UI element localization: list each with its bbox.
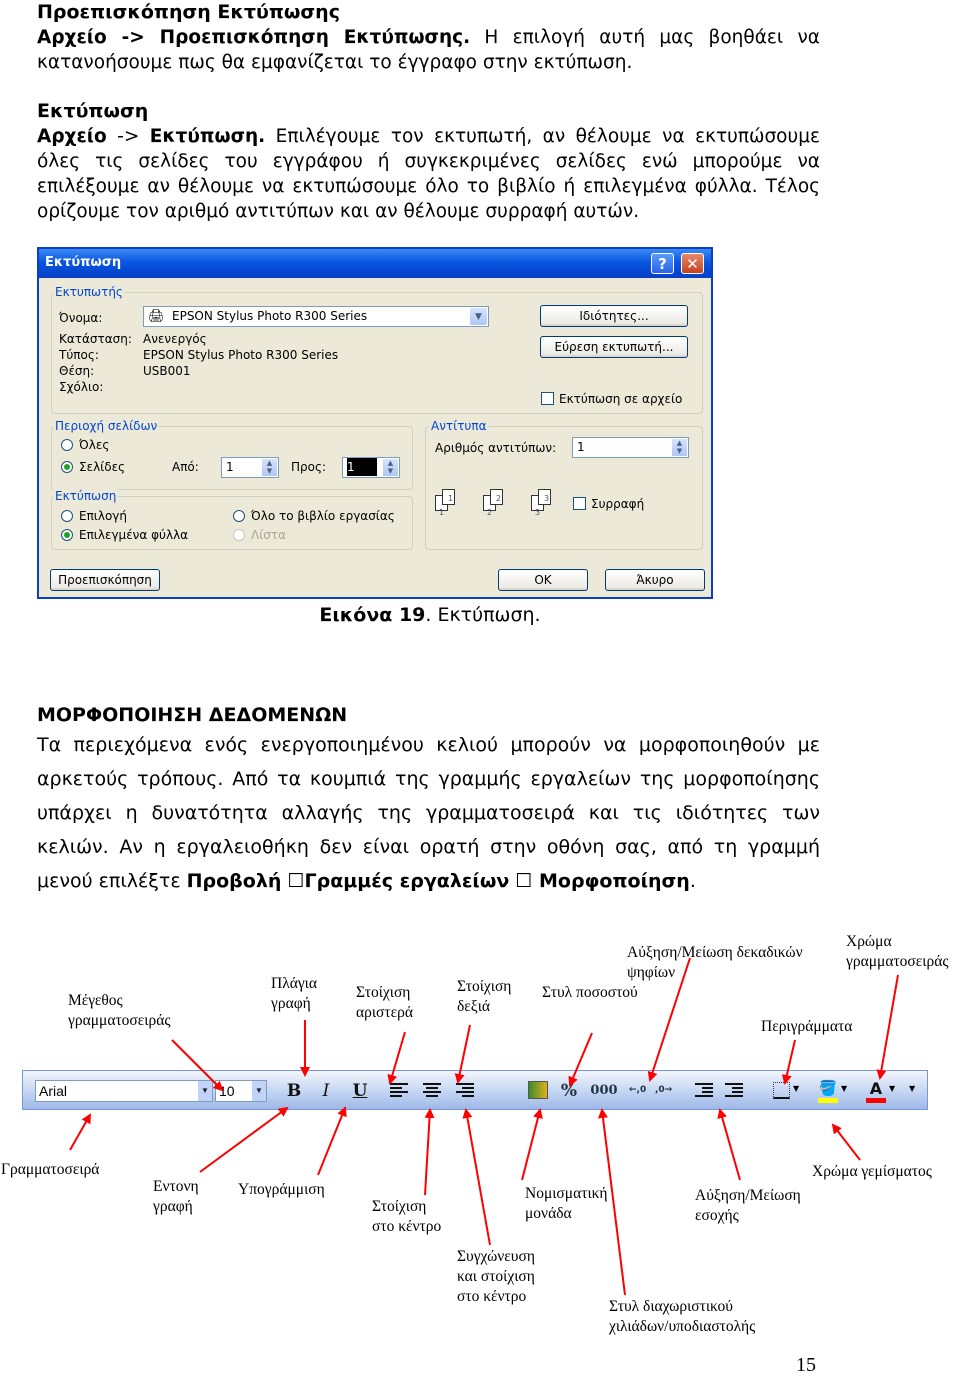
path-view: Προβολή [186, 870, 282, 892]
page-range-label: Περιοχή σελίδων [55, 419, 158, 433]
chevron-down-icon[interactable]: ▼ [793, 1084, 800, 1093]
heading-print-preview: Προεπισκόπηση Εκτύπωσης [37, 1, 340, 23]
underline-icon[interactable]: U [352, 1081, 368, 1101]
print-text: Επιλέγουμε τον εκτυπωτή, αν θέλουμε να εκτυπώσουμε όλες τις σελίδες του εγγράφου ή συγκεκριμένες σελίδες ενώ μπορούμε να επιλέξουμε αν θέλουμε να εκτυπώσουμε όλο το βιβλίο ή επιλεγμένα φύλλα. Τέλος ορίζουμε τον αριθμό αντιτύπων και αν θέλουμε συρραφή αυτών. [37, 126, 820, 222]
path-toolbars: Γραμμές εργαλείων [304, 870, 510, 892]
annotation-italic: Πλάγια γραφή [271, 975, 317, 1012]
increase-decimal-icon[interactable]: ←,0 [629, 1085, 647, 1095]
printer-icon: 🖨 [148, 309, 165, 324]
annotation-comma-style: Στυλ διαχωριστικού χιλιάδων/υποδιαστολής [609, 1298, 756, 1335]
arrow-bold [200, 1108, 287, 1172]
chevron-down-icon[interactable]: ▼ [841, 1084, 848, 1093]
find-printer-button[interactable]: Εύρεση εκτυπωτή... [540, 336, 688, 358]
heading-print: Εκτύπωση [37, 100, 149, 122]
chevron-down-icon: ▼ [198, 1081, 212, 1101]
heading-formatting: ΜΟΡΦΟΠΟΙΗΣΗ ΔΕΔΟΜΕΝΩΝ [37, 704, 348, 726]
print-what-label: Εκτύπωση [55, 489, 117, 503]
to-value: 1 [347, 458, 377, 476]
print-to-file-label: Εκτύπωση σε αρχείο [559, 392, 683, 406]
arrow-underline [318, 1108, 345, 1175]
status-value: Ανενεργός [143, 332, 207, 346]
printer-name-value: EPSON Stylus Photo R300 Series [172, 309, 368, 323]
font-color-icon[interactable]: A [869, 1079, 883, 1098]
path-formatting: Μορφοποίηση [532, 870, 690, 892]
toolbar-options-icon[interactable]: ▼ [909, 1084, 916, 1093]
collate-page-number: 1 [448, 494, 454, 503]
chevron-down-icon: ▼ [252, 1081, 266, 1101]
dialog-title: Εκτύπωση [45, 255, 122, 270]
italic-icon[interactable]: I [322, 1081, 330, 1101]
copies-label: Αριθμός αντιτύπων: [435, 441, 557, 455]
box-icon: ☐ [287, 870, 305, 892]
font-value: Arial [39, 1083, 68, 1099]
annotation-align-left: Στοίχιση αριστερά [356, 984, 413, 1021]
annotation-currency: Νομισματική μονάδα [525, 1185, 608, 1222]
arrow-currency [522, 1110, 540, 1180]
type-value: EPSON Stylus Photo R300 Series [143, 348, 339, 362]
entire-workbook-label: Όλο το βιβλίο εργασίας [251, 509, 395, 523]
spin-icon: ▲ ▼ [262, 459, 277, 476]
arrow-align-left [390, 1032, 405, 1083]
font-size-value: 10 [219, 1083, 235, 1099]
pages-label: Σελίδες [79, 460, 126, 474]
collate-page-number: 1 [439, 508, 445, 517]
formatting-text: Τα περιεχόμενα ενός ενεργοποιημένου κελιού μπορούν να μορφοποιηθούν με αρκετούς τρόπους. Από τα κουμπιά της γραμμής εργαλείων της μορφοποίησης υπάρχει η δυνατότητα αλλαγής της γραμματοσειρά και τις ιδιότητες των κελιών. Αν η εργαλειοθήκη δεν είναι ορατή στην οθόνη σας, από τη γραμμή μενού επιλέξτε [37, 734, 820, 892]
annotation-align-right: Στοίχιση δεξιά [457, 978, 512, 1015]
figure-text: . Εκτύπωση. [425, 604, 541, 626]
list-label: Λίστα [251, 528, 287, 542]
name-label: Όνομα: [59, 311, 103, 325]
active-sheets-label: Επιλεγμένα φύλλα [79, 528, 189, 542]
arrow-comma-style [602, 1110, 625, 1295]
arrow-center [425, 1110, 430, 1195]
ok-button[interactable]: ΟΚ [498, 569, 588, 591]
annotation-font-color: Χρώμα γραμματοσειράς [846, 933, 949, 970]
where-value: USB001 [143, 364, 191, 378]
chevron-down-icon[interactable]: ▼ [889, 1084, 896, 1093]
copies-group-label: Αντίτυπα [431, 419, 487, 433]
arrow-percent [570, 1033, 592, 1085]
from-label: Από: [172, 460, 199, 474]
copies-value: 1 [577, 440, 585, 454]
spin-icon: ▲ ▼ [672, 439, 687, 456]
annotation-center: Στοίχιση στο κέντρο [372, 1198, 442, 1235]
annotation-underline: Υπογράμμιση [238, 1181, 325, 1198]
bold-icon[interactable]: B [286, 1081, 302, 1101]
where-label: Θέση: [59, 364, 95, 378]
arrow-align-right [458, 1025, 470, 1082]
to-label: Προς: [291, 460, 327, 474]
annotation-font-size: Μέγεθος γραμματοσειράς [68, 992, 171, 1029]
all-pages-label: Όλες [79, 438, 110, 452]
selection-label: Επιλογή [79, 509, 128, 523]
menu-path-print-preview: Αρχείο -> Προεπισκόπηση Εκτύπωσης. [37, 27, 471, 48]
annotation-fill-color: Χρώμα γεμίσματος [812, 1163, 932, 1180]
annotation-decimal: Αύξηση/Μείωση δεκαδικών ψηφίων [627, 944, 803, 981]
percent-icon[interactable]: % [560, 1081, 578, 1101]
box-icon: ☐ [515, 870, 533, 892]
comment-label: Σχόλιο: [59, 380, 104, 394]
annotation-font: Γραμματοσειρά [1, 1161, 100, 1178]
arrow-decimal [650, 958, 690, 1080]
annotation-bold: Εντονη γραφή [153, 1178, 199, 1215]
help-icon[interactable]: ? [651, 253, 674, 274]
chevron-down-icon: ▼ [470, 308, 487, 325]
print-preview-text: Η επιλογή αυτή μας βοηθάει να κατανοήσουμε πως θα εμφανίζεται το έγγραφο στην εκτύπωση. [37, 27, 820, 73]
annotation-merge-center: Συγχώνευση και στοίχιση στο κέντρο [457, 1248, 535, 1305]
menu-arrow: -> [106, 126, 150, 147]
from-value: 1 [226, 460, 234, 474]
menu-path-file: Αρχείο [37, 126, 107, 147]
close-icon[interactable]: ✕ [681, 253, 704, 274]
properties-button[interactable]: Ιδιότητες... [540, 305, 688, 327]
collate-page-number: 3 [535, 508, 541, 517]
status-label: Κατάσταση: [59, 332, 132, 346]
page-number: 15 [796, 1354, 816, 1376]
arrow-fill-color [833, 1125, 860, 1160]
annotation-borders: Περιγράμματα [761, 1018, 853, 1035]
collate-label: Συρραφή [591, 497, 645, 511]
arrow-indent [720, 1110, 740, 1180]
arrow-font-size [172, 1040, 222, 1090]
arrow-font-color [880, 975, 898, 1078]
decrease-decimal-icon[interactable]: ,0→ [655, 1085, 673, 1095]
preview-button[interactable]: Προεπισκόπηση [50, 569, 160, 591]
arrow-font [70, 1115, 90, 1150]
annotation-indent: Αύξηση/Μείωση εσοχής [695, 1187, 801, 1224]
collate-page-number: 2 [487, 508, 493, 517]
comma-style-icon[interactable]: 000 [590, 1083, 618, 1098]
arrow-merge-center [466, 1110, 490, 1245]
spin-icon: ▲ ▼ [383, 459, 398, 476]
arrow-borders [785, 1040, 795, 1083]
fill-color-icon[interactable]: 🪣 [818, 1079, 838, 1097]
menu-path-print: Εκτύπωση. [149, 126, 266, 147]
printer-group-label: Εκτυπωτής [55, 285, 123, 299]
type-label: Τύπος: [59, 348, 99, 362]
cancel-button[interactable]: Άκυρο [605, 569, 705, 591]
path-end: . [689, 870, 696, 892]
collate-page-number: 2 [496, 494, 502, 503]
figure-label: Εικόνα 19 [319, 604, 426, 626]
annotation-percent: Στυλ ποσοστού [542, 984, 638, 1001]
collate-page-number: 3 [544, 494, 550, 503]
